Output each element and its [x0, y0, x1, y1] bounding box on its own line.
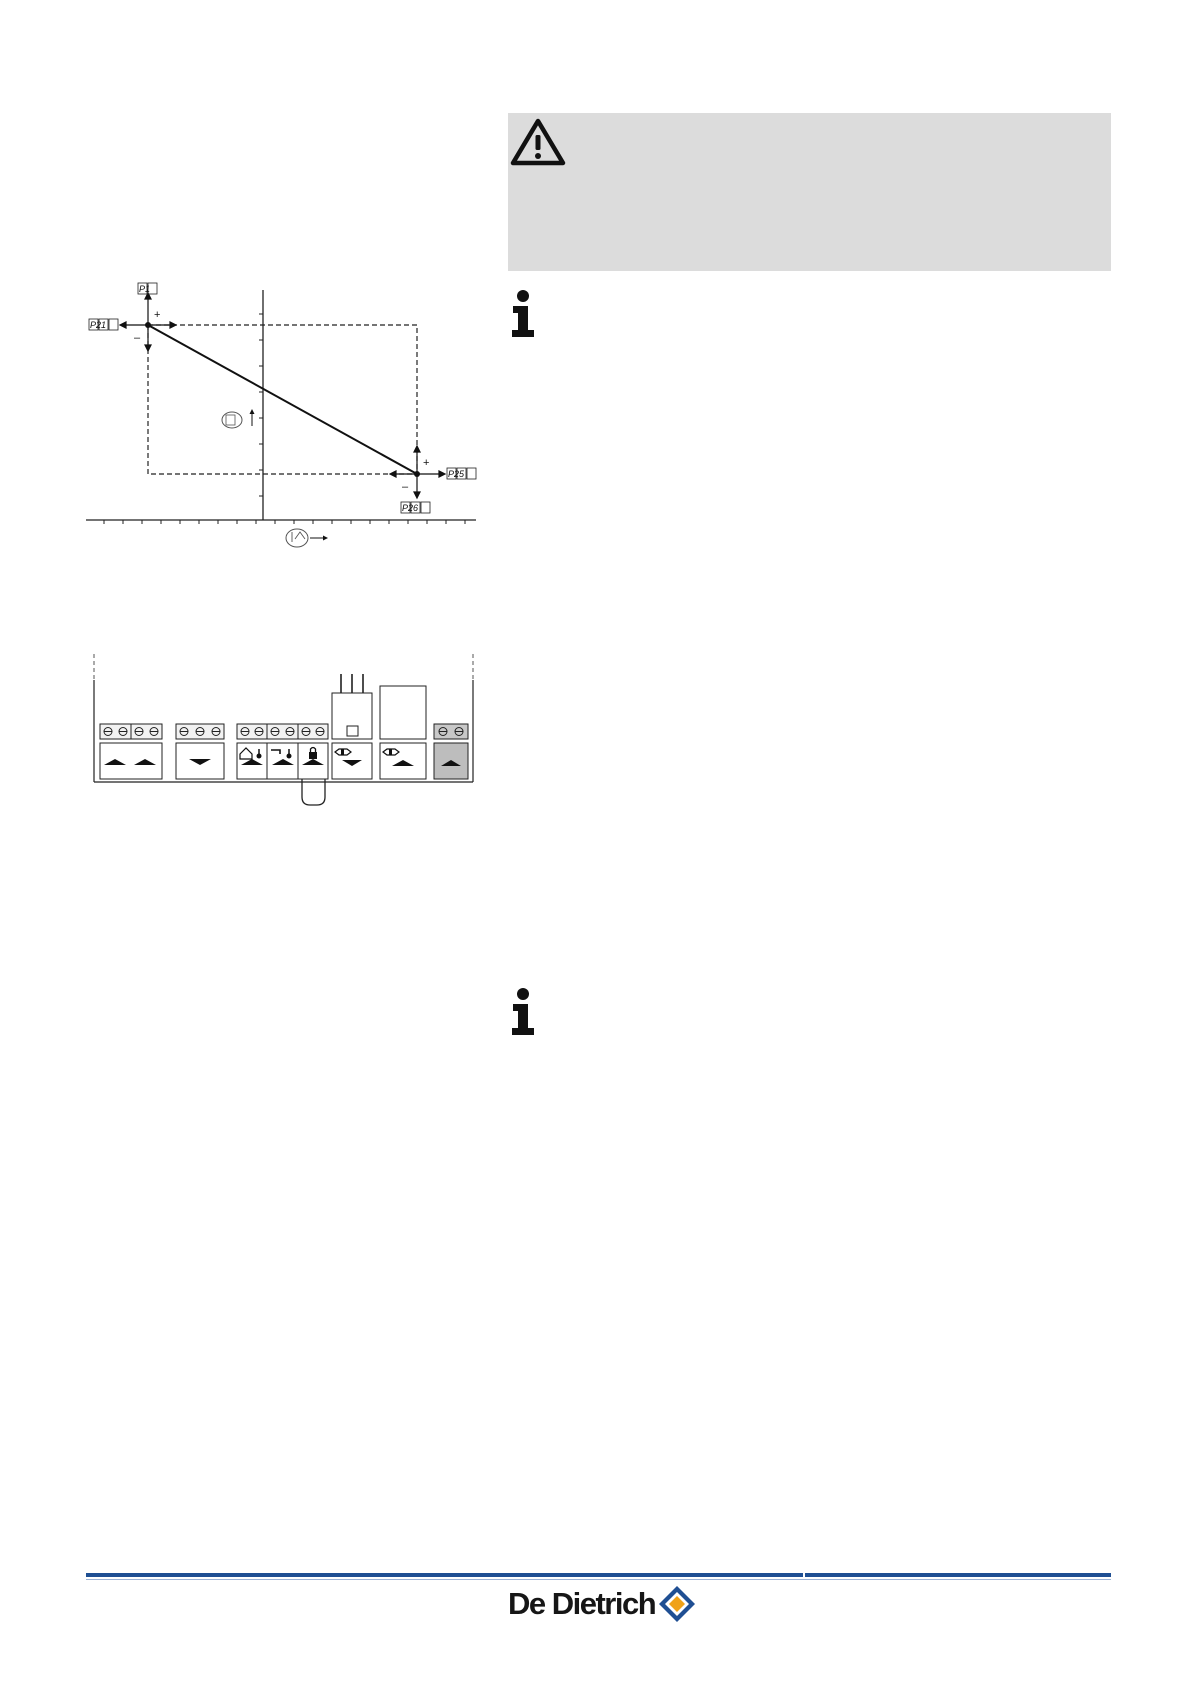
param-box-p21: [89, 319, 118, 330]
terminal-group-b: [176, 724, 224, 779]
footer-thin-rule: [86, 1579, 1111, 1580]
heating-curve-line: [148, 325, 417, 474]
footer-rule: [86, 1573, 803, 1577]
svg-text:P1: P1: [139, 284, 151, 294]
brand-diamond-icon: [657, 1584, 697, 1624]
param-box-p1: [138, 283, 157, 294]
param-box-p26: [401, 502, 430, 513]
terminal-group-a: [100, 724, 162, 779]
heating-curve-diagram: [84, 280, 484, 550]
terminal-group-c: [237, 724, 328, 779]
brand-logo: [508, 1582, 697, 1626]
warning-triangle-icon: [508, 113, 568, 167]
svg-text:P25: P25: [448, 469, 465, 479]
brand-name: De Dietrich: [508, 1586, 656, 1621]
terminal-group-e: [380, 686, 426, 779]
minus-sign-left: –: [134, 332, 141, 344]
jumper-bridge: [302, 779, 325, 805]
terminal-group-f: [434, 724, 468, 779]
svg-text:P21: P21: [90, 320, 107, 330]
flow-temperature-icon: [222, 409, 255, 428]
warning-box: [508, 113, 1111, 271]
svg-text:P26: P26: [402, 503, 419, 513]
plus-sign-left: +: [154, 309, 161, 321]
outdoor-temperature-icon: [286, 529, 328, 547]
info-icon: [508, 988, 538, 1038]
param-box-p25: [447, 468, 476, 479]
minus-sign-right: –: [402, 481, 409, 493]
plus-sign-right: +: [423, 457, 430, 469]
footer-rule-right: [805, 1573, 1111, 1577]
terminal-group-d: [332, 674, 372, 779]
terminal-block-diagram: [88, 650, 478, 810]
info-icon: [508, 290, 538, 340]
